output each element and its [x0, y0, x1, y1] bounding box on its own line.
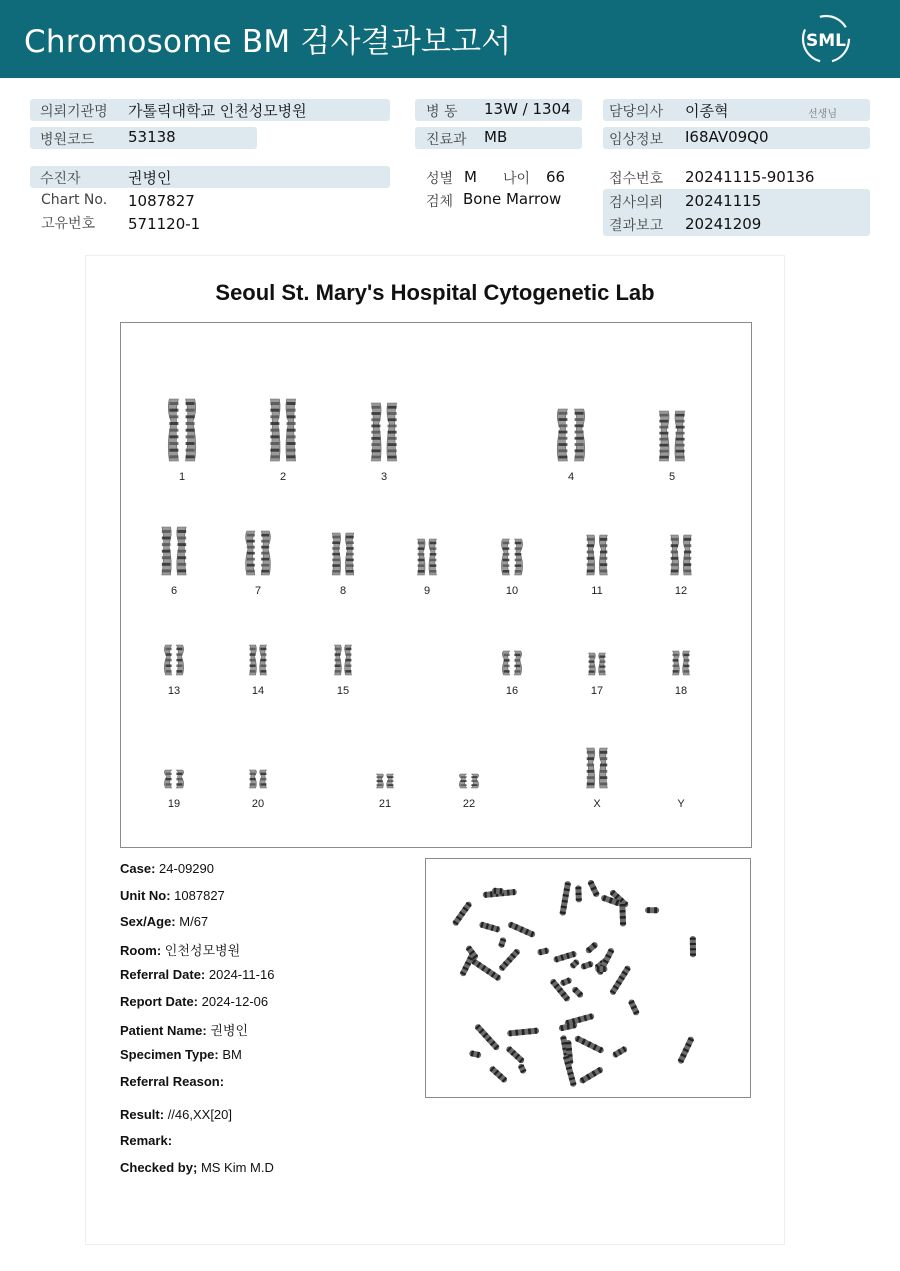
report-label: 결과보고 [609, 218, 664, 234]
chromatid [459, 774, 466, 788]
metaphase-chromosome [571, 986, 584, 999]
institution-label: 의뢰기관명 [40, 104, 108, 120]
chromatid [429, 539, 436, 575]
case-line [120, 861, 214, 876]
chromatid [377, 774, 384, 788]
chromosome-label-11: 11 [591, 585, 603, 597]
chromosome-label-4: 4 [567, 471, 575, 483]
metaphase-chromosome [479, 921, 501, 933]
chromatid [176, 645, 183, 675]
specimen-type-label: Specimen Type: [120, 1047, 219, 1062]
ward-value: 13W / 1304 [484, 100, 571, 118]
chromatid [599, 535, 607, 575]
metaphase-spread [426, 859, 750, 1097]
metaphase-chromosome [498, 948, 521, 972]
metaphase-chromosome [574, 1035, 605, 1054]
chromatid [557, 409, 567, 461]
request-value: 20241115 [685, 192, 762, 210]
chromosome-label-17: 17 [590, 685, 604, 697]
metaphase-chromosome [609, 965, 632, 996]
chromatid [176, 770, 183, 788]
case-value: 24-09290 [159, 861, 214, 876]
chromatid [371, 403, 381, 461]
sex-age-value: M/67 [179, 914, 209, 929]
case-label: Case: [120, 861, 156, 876]
chromatid [246, 531, 255, 575]
chromatid [683, 651, 690, 675]
sml-logo [798, 12, 854, 66]
chromosome-pair-20 [238, 768, 278, 790]
metaphase-chromosome [564, 1013, 595, 1027]
department-value: MB [484, 128, 508, 146]
specimen-type-line [120, 1047, 242, 1062]
chromatid [286, 399, 296, 461]
chromatid [335, 645, 342, 675]
patient-label: 수진자 [40, 171, 81, 187]
metaphase-chromosome [537, 947, 550, 956]
hospital-code-value: 53138 [128, 128, 176, 146]
doctor-suffix: 선생님 [808, 109, 837, 120]
metaphase-chromosome [569, 958, 580, 969]
chromatid [168, 399, 178, 461]
chromatid [671, 535, 679, 575]
chromosome-pair-x [577, 746, 617, 790]
chromatid [659, 411, 669, 461]
ward-label: 병 동 [426, 104, 458, 120]
metaphase-chromosome [575, 885, 582, 902]
metaphase-chromosome [488, 1065, 508, 1084]
chromatid [587, 535, 595, 575]
chromatid [164, 770, 171, 788]
patient-name-line [120, 1020, 248, 1039]
metaphase-chromosome [505, 1045, 525, 1064]
chromosome-pair-11 [577, 533, 617, 577]
hospital-code-label: 병원코드 [40, 132, 95, 148]
room-value: 인천성모병원 [164, 943, 241, 958]
metaphase-image [425, 858, 751, 1098]
request-label: 검사의뢰 [609, 195, 664, 211]
chromatid [515, 539, 523, 575]
referral-date-label: Referral Date: [120, 967, 206, 982]
chromosome-pair-21 [365, 772, 405, 790]
chromosome-label-6: 6 [170, 585, 178, 597]
metaphase-chromosome [470, 958, 502, 982]
chromatid [164, 645, 171, 675]
sex-age-line [120, 914, 208, 929]
metaphase-chromosome [559, 881, 571, 916]
logo-text: SML [806, 31, 846, 51]
metaphase-chromosome [580, 960, 594, 970]
metaphase-chromosome [628, 999, 641, 1017]
patient-name-label: Patient Name: [120, 1023, 207, 1038]
metaphase-chromosome [690, 936, 696, 957]
institution-value: 가톨릭대학교 인천성모병원 [128, 102, 307, 120]
chromosome-label-12: 12 [674, 585, 688, 597]
checked-by-label: Checked by; [120, 1160, 198, 1175]
chromosome-label-y: Y [677, 798, 685, 810]
specimen-value: Bone Marrow [463, 190, 562, 208]
chromatid [345, 645, 352, 675]
chromatid [261, 531, 270, 575]
chart-value: 1087827 [128, 192, 195, 210]
chromatid [162, 527, 171, 575]
referral-date-value: 2024-11-16 [208, 967, 275, 982]
chromosome-label-21: 21 [378, 798, 392, 810]
metaphase-chromosome [585, 941, 599, 955]
chromosome-pair-4 [551, 407, 591, 463]
chromosome-pair-16 [492, 649, 532, 677]
chromosome-label-x: X [593, 798, 601, 810]
patient-name-value: 권병인 [210, 1023, 249, 1038]
referral-reason-line [120, 1074, 224, 1089]
metaphase-chromosome [611, 1045, 628, 1058]
chromosome-pair-14 [238, 643, 278, 677]
chromosome-pair-9 [407, 537, 447, 577]
id-label: 고유번호 [41, 216, 96, 232]
receipt-value: 20241115-90136 [685, 168, 815, 186]
chromatid [683, 535, 691, 575]
metaphase-chromosome [645, 907, 659, 913]
lab-title: Seoul St. Mary's Hospital Cytogenetic Lab [215, 280, 655, 305]
chromosome-pair-10 [492, 537, 532, 577]
chromatid [186, 399, 196, 461]
metaphase-chromosome [452, 900, 473, 926]
chromosome-pair-1 [162, 397, 202, 463]
chromosome-pair-2 [263, 397, 303, 463]
report-header [0, 0, 900, 78]
chromosome-label-20: 20 [251, 798, 265, 810]
result-value: //46,XX[20] [167, 1107, 233, 1122]
chromosome-pair-15 [323, 643, 363, 677]
chromosome-label-16: 16 [505, 685, 519, 697]
unit-line [120, 888, 225, 903]
chromosome-pair-7 [238, 529, 278, 577]
chromosome-label-10: 10 [505, 585, 519, 597]
unit-label: Unit No: [120, 888, 171, 903]
chromatid [471, 774, 478, 788]
chromatid [387, 403, 397, 461]
sex-label: 성별 [426, 171, 454, 187]
chromosome-pair-5 [652, 409, 692, 463]
metaphase-chromosome [677, 1036, 695, 1065]
metaphase-chromosome [559, 977, 572, 987]
specimen-type-value: BM [222, 1047, 242, 1062]
metaphase-chromosome [469, 1050, 482, 1058]
report-value: 20241209 [685, 215, 762, 233]
sex-value: M [464, 168, 477, 186]
chromosome-pair-6 [154, 525, 194, 577]
chromatid [501, 539, 509, 575]
metaphase-chromosome [517, 1063, 527, 1075]
chromatid [599, 748, 607, 788]
chromatid [673, 651, 680, 675]
remark-line [120, 1133, 172, 1148]
chromosome-label-5: 5 [668, 471, 676, 483]
chromatid [260, 770, 267, 788]
clinical-label: 임상정보 [609, 132, 664, 148]
karyogram [120, 322, 752, 848]
chromosome-pair-19 [154, 768, 194, 790]
chromosome-label-22: 22 [462, 798, 476, 810]
chromatid [575, 409, 585, 461]
chromosome-label-3: 3 [380, 471, 388, 483]
metaphase-chromosome [492, 888, 504, 895]
chromatid [599, 653, 606, 675]
chromosome-pair-13 [154, 643, 194, 677]
chromosome-pair-22 [449, 772, 489, 790]
referral-reason-label: Referral Reason: [120, 1074, 225, 1089]
age-label: 나이 [503, 171, 531, 187]
chromosome-label-13: 13 [167, 685, 181, 697]
metaphase-chromosome [507, 1027, 539, 1036]
specimen-label: 검체 [426, 194, 454, 210]
chromatid [250, 770, 257, 788]
karyotype-report [85, 255, 785, 1245]
chromatid [332, 533, 340, 575]
chromosome-label-8: 8 [339, 585, 347, 597]
chromosome-label-7: 7 [254, 585, 262, 597]
report-title: Chromosome BM 검사결과보고서 [24, 24, 512, 60]
checked-by-line [120, 1160, 274, 1175]
chromosome-pair-17 [577, 651, 617, 677]
chromosome-pair-3 [364, 401, 404, 463]
remark-label: Remark: [120, 1133, 173, 1148]
metaphase-chromosome [498, 937, 507, 949]
chromatid [250, 645, 257, 675]
metaphase-chromosome [507, 921, 536, 938]
chromosome-label-14: 14 [251, 685, 265, 697]
patient-row-bg [30, 166, 390, 188]
doctor-label: 담당의사 [609, 104, 664, 120]
chromosome-label-15: 15 [336, 685, 350, 697]
referral-date-line [120, 967, 274, 982]
id-value: 571120-1 [128, 215, 201, 233]
chromatid [177, 527, 186, 575]
room-line [120, 940, 240, 959]
chromosome-label-1: 1 [178, 471, 186, 483]
chromatid [260, 645, 267, 675]
unit-value: 1087827 [174, 888, 225, 903]
result-line [120, 1107, 232, 1122]
patient-value: 권병인 [128, 169, 172, 187]
chromatid [587, 748, 595, 788]
chart-label: Chart No. [41, 192, 108, 208]
chromosome-label-19: 19 [167, 798, 181, 810]
age-value: 66 [546, 168, 566, 186]
chromatid [270, 399, 280, 461]
report-date-label: Report Date: [120, 994, 199, 1009]
chromatid [387, 774, 394, 788]
chromosome-pair-12 [661, 533, 701, 577]
metaphase-chromosome [587, 879, 600, 898]
clinical-value: I68AV09Q0 [685, 128, 769, 146]
metaphase-chromosome [474, 1023, 501, 1051]
doctor-value: 이종혁 [685, 102, 729, 120]
receipt-label: 접수번호 [609, 171, 664, 187]
department-label: 진료과 [426, 132, 467, 148]
chromatid [502, 651, 509, 675]
metaphase-chromosome [619, 902, 626, 927]
chromatid [514, 651, 521, 675]
sex-age-label: Sex/Age: [120, 914, 176, 929]
room-label: Room: [120, 943, 162, 958]
chromatid [345, 533, 353, 575]
chromosome-label-18: 18 [674, 685, 688, 697]
result-label: Result: [120, 1107, 165, 1122]
chromosome-label-9: 9 [423, 585, 431, 597]
chromatid [675, 411, 685, 461]
report-date-line [120, 994, 268, 1009]
metaphase-chromosome [578, 1066, 604, 1085]
metaphase-chromosome [595, 966, 607, 972]
chromatid [418, 539, 425, 575]
chromosome-label-2: 2 [279, 471, 287, 483]
chromosome-pair-8 [323, 531, 363, 577]
chromatid [589, 653, 596, 675]
checked-by-value: MS Kim M.D [200, 1160, 274, 1175]
report-date-value: 2024-12-06 [201, 994, 269, 1009]
chromosome-pair-18 [661, 649, 701, 677]
